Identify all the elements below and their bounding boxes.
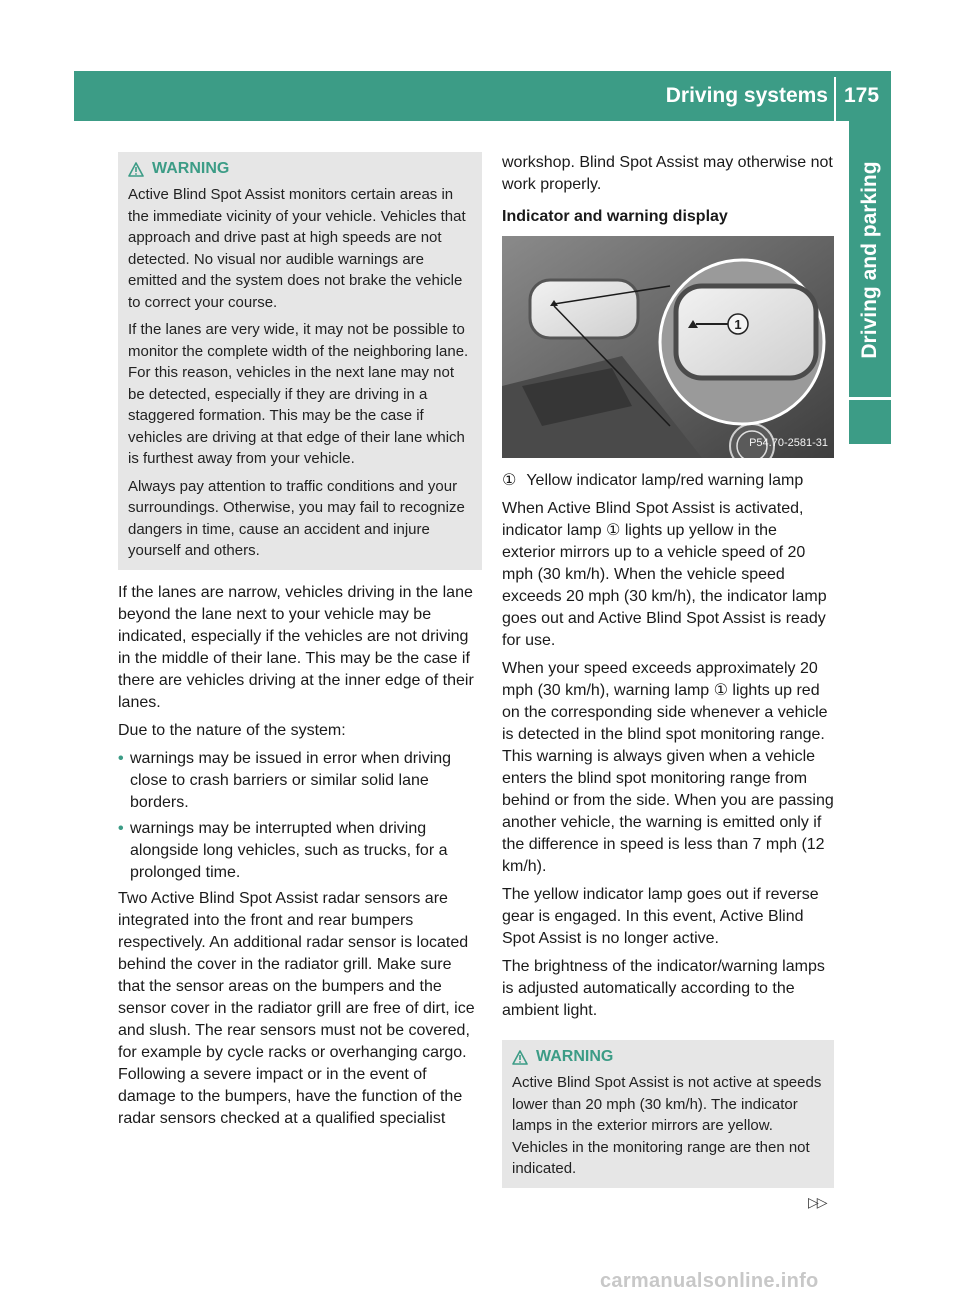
warning-triangle-icon xyxy=(512,1050,528,1065)
side-tab-label: Driving and parking xyxy=(858,161,881,359)
callout-1-icon: ① xyxy=(502,472,517,489)
watermark: carmanualsonline.info xyxy=(600,1270,819,1292)
left-column xyxy=(118,152,482,1136)
list-item-text: warnings may be issued in error when driving close to crash barriers or similar solid lane borders. xyxy=(130,749,452,811)
right-column xyxy=(502,152,834,1200)
warning-title: WARNING xyxy=(536,1048,614,1065)
figure-caption xyxy=(502,470,834,492)
warning-header xyxy=(512,1046,826,1068)
figure-code: P54.70-2581-31 xyxy=(749,437,828,449)
warning-paragraph: Always pay attention to traffic conditions and your surroundings. Otherwise, you may fail to recognize dangers in time, cause an accident and injure yourself and others. xyxy=(128,477,465,559)
warning-box-left xyxy=(118,152,482,570)
body-paragraph: When Active Blind Spot Assist is activated, indicator lamp ① lights up yellow in the exterior mirrors up to a vehicle speed of 20 mph (30 km/h). When the vehicle speed exceeds 20 mph (30 km/h), the indicator lamp goes out and Active Blind Spot Assist is ready for use. xyxy=(502,500,827,649)
section-heading: Indicator and warning display xyxy=(502,208,728,225)
bullet-icon: • xyxy=(118,819,124,837)
side-tab-marker xyxy=(849,400,891,444)
bullet-list xyxy=(118,748,482,884)
list-item xyxy=(118,748,482,814)
caption-text: Yellow indicator lamp/red warning lamp xyxy=(526,472,804,489)
mirror-figure xyxy=(502,236,834,458)
page-number: 175 xyxy=(844,84,880,107)
warning-triangle-icon xyxy=(128,162,144,177)
body-paragraph: The brightness of the indicator/warning lamps is adjusted automatically according to the ambient light. xyxy=(502,958,825,1019)
continue-arrow-icon: ▷▷ xyxy=(808,1194,826,1210)
warning-header xyxy=(128,158,474,180)
body-paragraph: If the lanes are narrow, vehicles driving in the lane beyond the lane next to your vehicle may be indicated, especially if the vehicles are not driving in the middle of their lane. This may be the case if there are vehicles driving at the inner edge of their lanes. xyxy=(118,583,474,711)
body-paragraph: Due to the nature of the system: xyxy=(118,721,346,739)
warning-paragraph: If the lanes are very wide, it may not be possible to monitor the complete width of the neighboring lane. For this reason, vehicles in the next lane may not be detected, especially if they are driving in a staggered formation. This may be the case if vehicles are driving at that edge of their lane which is furthest away from your vehicle. xyxy=(128,321,469,467)
mirror-illustration xyxy=(502,236,834,458)
figure-callout: 1 xyxy=(734,317,742,332)
body-paragraph: Two Active Blind Spot Assist radar sensors are integrated into the front and rear bumpers respectively. An additional radar sensor is located behind the cover in the radiator grill. Make sure that the sensor areas on the bumpers and the sensor cover in the radiator grill are free of dirt, ice and slush. The rear sensors must not be covered, for example by cycle racks or overhanging cargo. Following a severe impact or in the event of damage to the bumpers, have the function of the radar sensors checked at a qualified specialist xyxy=(118,889,475,1127)
warning-paragraph: Active Blind Spot Assist is not active at speeds lower than 20 mph (30 km/h). The indicator lamps in the exterior mirrors are yellow. Vehicles in the monitoring range are then not indicated. xyxy=(512,1074,822,1177)
body-paragraph: When your speed exceeds approximately 20 mph (30 km/h), warning lamp ① lights up red on the corresponding side whenever a vehicle is detected in the blind spot monitoring range. This warning is always given when a vehicle enters the blind spot monitoring range from behind or from the side. When you are passing another vehicle, the warning is emitted only if the difference in speed is less than 7 mph (12 km/h). xyxy=(502,660,834,875)
header-band xyxy=(74,71,891,121)
header-separator xyxy=(834,77,836,121)
warning-title: WARNING xyxy=(152,160,230,177)
warning-paragraph: Active Blind Spot Assist monitors certain areas in the immediate vicinity of your vehicle. Vehicles that approach and drive past at high speeds are not detected. No visual nor audible warnings are emitted and the system does not brake the vehicle to correct your course. xyxy=(128,186,466,311)
page-title: Driving systems xyxy=(665,84,828,107)
warning-box-right xyxy=(502,1040,834,1188)
list-item xyxy=(118,818,482,884)
list-item-text: warnings may be interrupted when driving alongside long vehicles, such as trucks, for a prolonged time. xyxy=(130,819,448,881)
bullet-icon: • xyxy=(118,749,124,767)
body-paragraph: The yellow indicator lamp goes out if reverse gear is engaged. In this event, Active Blind Spot Assist is no longer active. xyxy=(502,886,819,947)
body-paragraph: workshop. Blind Spot Assist may otherwise not work properly. xyxy=(502,154,833,193)
